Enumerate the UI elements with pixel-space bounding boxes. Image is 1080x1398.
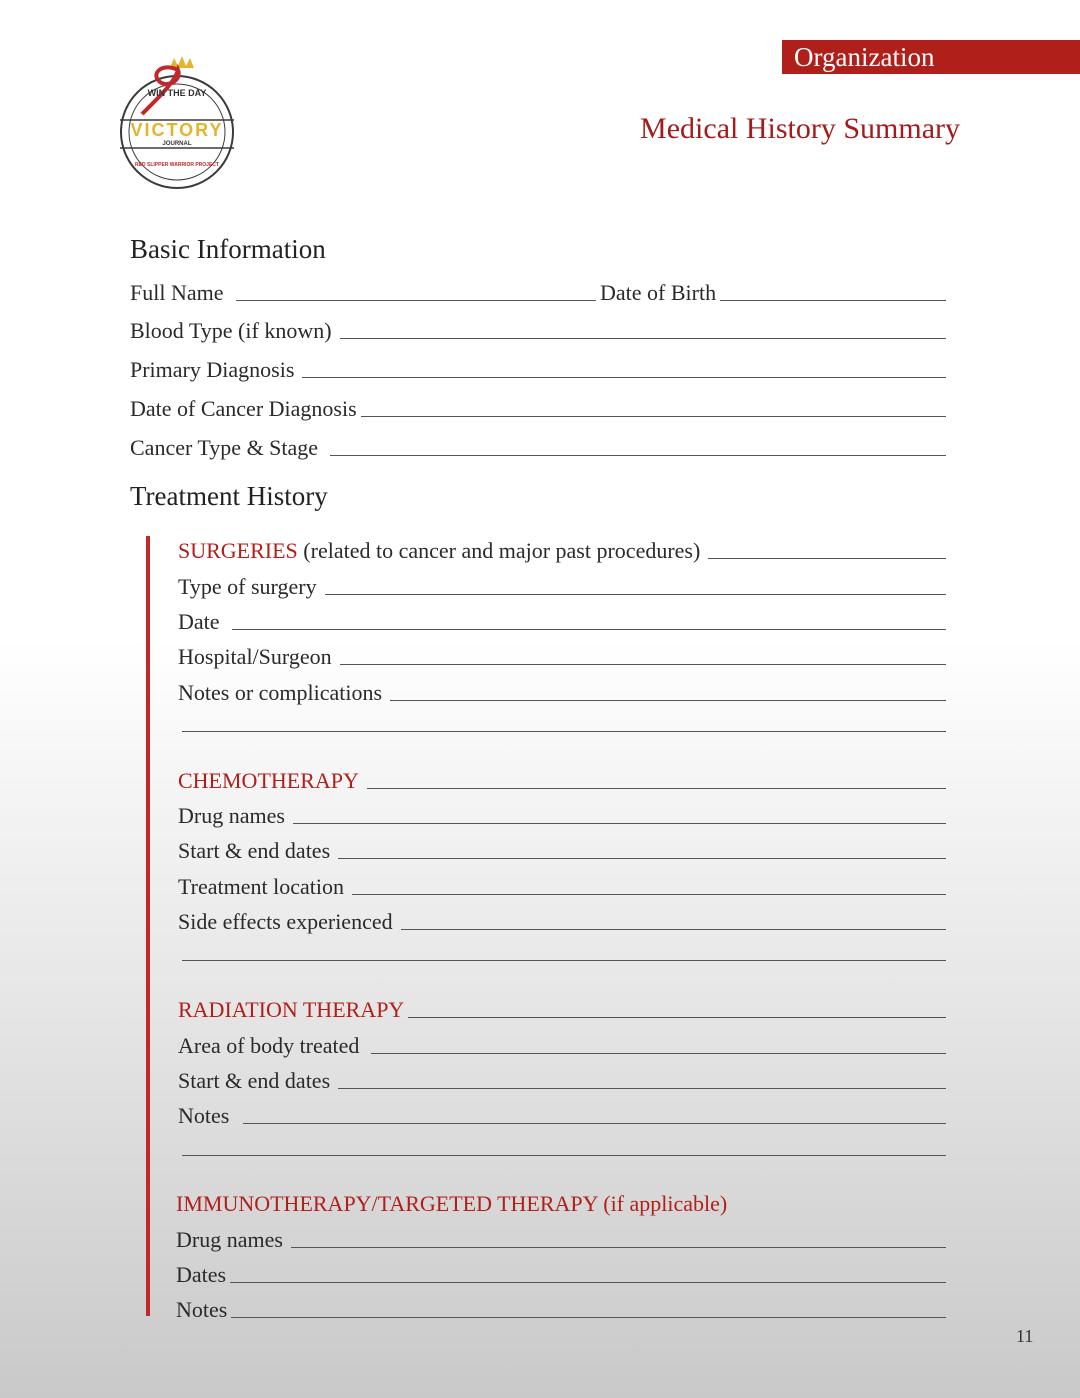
radiation-dates-field[interactable] <box>178 1062 946 1092</box>
radiation-notes-field[interactable] <box>178 1097 946 1127</box>
radiation-area-field[interactable] <box>178 1027 946 1057</box>
immuno-notes-label: Notes <box>176 1297 228 1322</box>
page-title: Medical History Summary <box>640 112 960 145</box>
primary-diagnosis-field[interactable] <box>130 351 946 381</box>
radiation-area-label: Area of body treated <box>178 1033 360 1058</box>
logo-main-text: VICTORY <box>130 120 224 140</box>
surgery-notes-field[interactable] <box>178 674 946 704</box>
hospital-surgeon-field[interactable] <box>178 638 946 668</box>
primary-diagnosis-label: Primary Diagnosis <box>130 357 295 382</box>
logo-sub-text: JOURNAL <box>162 141 192 147</box>
chemo-side-effects-label: Side effects experienced <box>178 909 393 934</box>
chemo-location-field[interactable] <box>178 868 946 898</box>
section-divider-bar <box>146 536 150 1316</box>
diagnosis-date-field[interactable] <box>130 390 946 420</box>
basic-info-heading: Basic Information <box>130 234 326 264</box>
diagnosis-date-label: Date of Cancer Diagnosis <box>130 396 357 421</box>
surgeries-subtitle: (related to cancer and major past procedures) <box>297 538 701 563</box>
immuno-drugs-label: Drug names <box>176 1227 283 1252</box>
surgery-notes-label: Notes or complications <box>178 680 383 705</box>
victory-journal-logo <box>112 54 242 190</box>
cancer-type-stage-field[interactable] <box>130 429 946 459</box>
cancer-type-stage-label: Cancer Type & Stage <box>130 435 319 460</box>
immunotherapy-heading-row <box>176 1185 946 1215</box>
blood-type-label: Blood Type (if known) <box>130 318 332 343</box>
logo-bottom-text: RED SLIPPER WARRIOR PROJECT <box>135 162 219 168</box>
logo-top-text: WIN THE DAY <box>147 88 207 98</box>
immuno-drugs-field[interactable] <box>176 1221 946 1251</box>
chemotherapy-title: CHEMOTHERAPY <box>178 768 359 793</box>
hospital-surgeon-label: Hospital/Surgeon <box>178 644 332 669</box>
surgery-notes-extra-line[interactable] <box>182 731 946 732</box>
chemo-dates-field[interactable] <box>178 832 946 862</box>
surgeries-title: SURGERIES <box>178 538 298 563</box>
chemo-location-label: Treatment location <box>178 874 344 899</box>
chemo-side-effects-field[interactable] <box>178 903 946 933</box>
full-name-label: Full Name <box>130 280 224 305</box>
chemo-side-effects-extra-line[interactable] <box>182 960 946 961</box>
chemo-drugs-field[interactable] <box>178 797 946 827</box>
dob-field[interactable] <box>600 274 946 304</box>
surgery-type-field[interactable] <box>178 568 946 598</box>
surgeries-field[interactable] <box>178 532 946 562</box>
chemo-dates-label: Start & end dates <box>178 838 331 863</box>
section-tag: Organization <box>782 40 1080 74</box>
immunotherapy-title: IMMUNOTHERAPY/TARGETED THERAPY (if applicable) <box>176 1191 728 1216</box>
chemo-drugs-label: Drug names <box>178 803 285 828</box>
surgery-date-label: Date <box>178 609 220 634</box>
radiation-dates-label: Start & end dates <box>178 1068 331 1093</box>
full-name-field[interactable] <box>130 274 596 304</box>
chemotherapy-field[interactable] <box>178 762 946 792</box>
surgery-type-label: Type of surgery <box>178 574 317 599</box>
radiation-notes-extra-line[interactable] <box>182 1155 946 1156</box>
dob-label: Date of Birth <box>600 280 717 305</box>
page-number: 11 <box>1016 1326 1034 1346</box>
radiation-notes-label: Notes <box>178 1103 230 1128</box>
radiation-title: RADIATION THERAPY <box>178 997 405 1022</box>
immuno-dates-field[interactable] <box>176 1256 946 1286</box>
blood-type-field[interactable] <box>130 312 946 342</box>
surgery-date-field[interactable] <box>178 603 946 633</box>
immuno-notes-field[interactable] <box>176 1291 946 1321</box>
radiation-field[interactable] <box>178 991 946 1021</box>
immuno-dates-label: Dates <box>176 1262 227 1287</box>
treatment-history-heading: Treatment History <box>130 481 328 511</box>
